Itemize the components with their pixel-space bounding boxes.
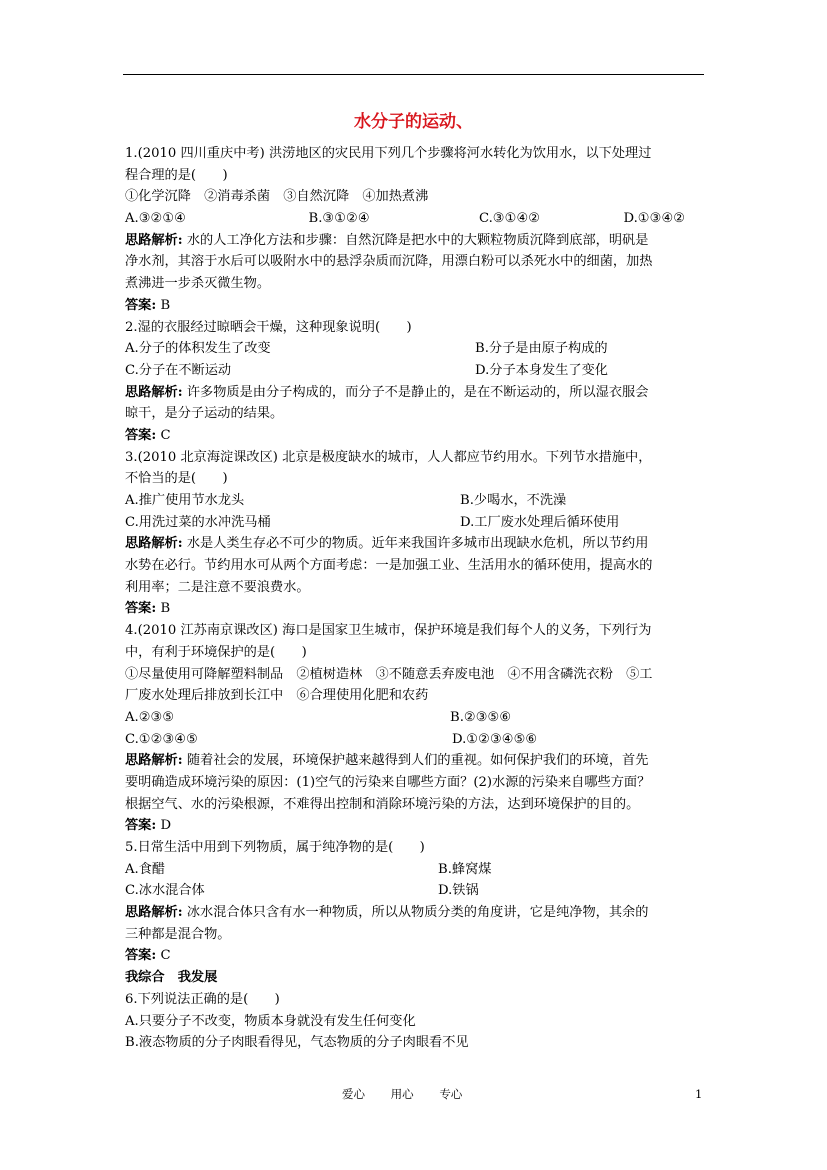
analysis-text: 随着社会的发展，环境保护越来越得到人们的重视。如何保护我们的环境，首先: [186, 753, 649, 769]
page-number: 1: [695, 1087, 703, 1101]
q3-options-row-1: [125, 490, 707, 512]
option-d: D.①③④②: [623, 211, 686, 227]
footer-slogan: [342, 1086, 484, 1102]
analysis-text: 冰水混合体只含有水一种物质，所以从物质分类的角度讲，它是纯净物，其余的: [186, 905, 649, 921]
option-d: D.①②③④⑤⑥: [452, 731, 538, 747]
q4-choices-line-2: 厂废水处理后排放到长江中 ⑥合理使用化肥和农药: [125, 688, 429, 704]
q6-stem: 6.下列说法正确的是( ): [125, 991, 280, 1007]
analysis-text: 水是人类生存必不可少的物质。近年来我国许多城市出现缺水危机，所以节约用: [186, 536, 649, 552]
answer-label: 答案:: [125, 601, 157, 617]
answer-value: C: [160, 427, 171, 443]
analysis-text: 水的人工净化方法和步骤：自然沉降是把水中的大颗粒物质沉降到底部，明矾是: [186, 232, 649, 248]
q1-options: [125, 208, 707, 230]
q1-answer: [125, 295, 707, 317]
q1-analysis-line-3: 煮沸进一步杀灭微生物。: [125, 276, 271, 292]
answer-value: D: [160, 818, 172, 834]
q2-answer: [125, 425, 707, 447]
q6-option-a: A.只要分子不改变，物质本身就没有发生任何变化: [125, 1013, 416, 1029]
header-rule: [123, 74, 704, 75]
q4-options-row-1: [125, 707, 707, 729]
option-d: D.铁锅: [438, 883, 479, 899]
q4-analysis-line-3: 根据空气、水的污染根源，不难得出控制和消除环境污染的方法，达到环境保护的目的。: [125, 796, 640, 812]
option-c: C.③①④②: [479, 211, 541, 227]
document-body: [125, 143, 707, 1054]
analysis-label: 思路解析:: [125, 232, 183, 248]
q2-analysis-line-1: [125, 382, 707, 404]
analysis-label: 思路解析:: [125, 753, 183, 769]
q5-answer: [125, 945, 707, 967]
answer-label: 答案:: [125, 818, 157, 834]
q5-stem-line-1: 5.日常生活中用到下列物质，属于纯净物的是( ): [125, 840, 425, 855]
q5-options-row-2: [125, 880, 707, 902]
option-a: A.分子的体积发生了改变: [125, 341, 271, 357]
q4-answer: [125, 815, 707, 837]
q3-analysis-line-2: 水势在必行。节约用水可从两个方面考虑：一是加强工业、生活用水的循环使用，提高水的: [125, 558, 653, 574]
option-a: A.③②①④: [125, 211, 187, 227]
q3-analysis-line-3: 利用率；二是注意不要浪费水。: [125, 579, 310, 595]
footer-item-2: 用心: [390, 1087, 414, 1101]
option-d: D.工厂废水处理后循环使用: [460, 514, 620, 530]
option-a: A.食醋: [125, 861, 166, 877]
q2-analysis-line-2: 晾干，是分子运动的结果。: [125, 406, 284, 422]
q2-options-row-2: [125, 360, 707, 382]
q1-analysis-line-1: [125, 230, 707, 252]
analysis-text: 许多物质是由分子构成的，而分子不是静止的，是在不断运动的，所以湿衣服会: [186, 384, 649, 400]
option-b: B.分子是由原子构成的: [475, 341, 608, 357]
q5-analysis-line-2: 三种都是混合物。: [125, 926, 231, 942]
q3-options-row-2: [125, 512, 707, 534]
footer-item-1: 爱心: [342, 1087, 365, 1101]
q3-stem-line-2: 不恰当的是( ): [125, 471, 228, 487]
footer-item-3: 专心: [439, 1087, 463, 1101]
q3-stem-line-1: 3.(2010 北京海淀课改区) 北京是极度缺水的城市，人人都应节约用水。下列节水措施中，: [125, 449, 652, 465]
q3-analysis-line-1: [125, 533, 707, 555]
q4-options-row-2: [125, 729, 707, 751]
q6-option-b: B.液态物质的分子肉眼看得见，气态物质的分子肉眼看不见: [125, 1035, 469, 1051]
q3-answer: [125, 598, 707, 620]
answer-value: C: [160, 948, 171, 964]
option-c: C.冰水混合体: [125, 883, 205, 899]
q1-choices: ①化学沉降 ②消毒杀菌 ③自然沉降 ④加热煮沸: [125, 189, 429, 205]
option-b: B.②③⑤⑥: [450, 709, 512, 725]
option-c: C.分子在不断运动: [125, 362, 232, 378]
option-d: D.分子本身发生了变化: [475, 362, 608, 378]
option-a: A.推广使用节水龙头: [125, 493, 245, 508]
answer-label: 答案:: [125, 297, 157, 313]
analysis-label: 思路解析:: [125, 384, 183, 400]
q2-options-row-1: [125, 338, 707, 360]
q4-stem-line-1: 4.(2010 江苏南京课改区) 海口是国家卫生城市，保护环境是我们每个人的义务，下列行为: [125, 623, 652, 639]
answer-label: 答案:: [125, 948, 157, 964]
option-c: C.用洗过菜的水冲洗马桶: [125, 514, 271, 530]
answer-value: B: [160, 297, 171, 313]
option-b: B.③①②④: [308, 211, 370, 227]
section-heading: 我综合 我发展: [125, 970, 218, 986]
q5-analysis-line-1: [125, 902, 707, 924]
q4-stem-line-2: 中，有利于环境保护的是( ): [125, 644, 307, 660]
q1-analysis-line-2: 净水剂，其溶于水后可以吸附水中的悬浮杂质而沉降，用漂白粉可以杀死水中的细菌，加热: [125, 254, 653, 270]
answer-value: B: [160, 601, 171, 617]
page-title: 水分子的运动、: [354, 112, 473, 132]
q4-analysis-line-1: [125, 750, 707, 772]
q5-options-row-1: [125, 859, 707, 881]
analysis-label: 思路解析:: [125, 905, 183, 921]
q4-choices-line-1: ①尽量使用可降解塑料制品 ②植树造林 ③不随意丢弃废电池 ④不用含磷洗衣粉 ⑤工: [125, 666, 653, 682]
answer-label: 答案:: [125, 427, 157, 443]
option-b: B.蜂窝煤: [438, 861, 492, 877]
q4-analysis-line-2: 要明确造成环境污染的原因：(1)空气的污染来自哪些方面？(2)水源的污染来自哪些方面？: [125, 774, 651, 790]
option-b: B.少喝水，不洗澡: [460, 493, 567, 508]
q2-stem-line-1: 2.湿的衣服经过晾晒会干燥，这种现象说明( ): [125, 319, 412, 335]
option-c: C.①②③④⑤: [125, 731, 198, 747]
q1-stem-line-1: 1.(2010 四川重庆中考) 洪涝地区的灾民用下列几个步骤将河水转化为饮用水，以下处理过: [125, 146, 652, 161]
option-a: A.②③⑤: [125, 709, 175, 725]
q1-stem-line-2: 程合理的是( ): [125, 167, 228, 183]
analysis-label: 思路解析:: [125, 536, 183, 552]
